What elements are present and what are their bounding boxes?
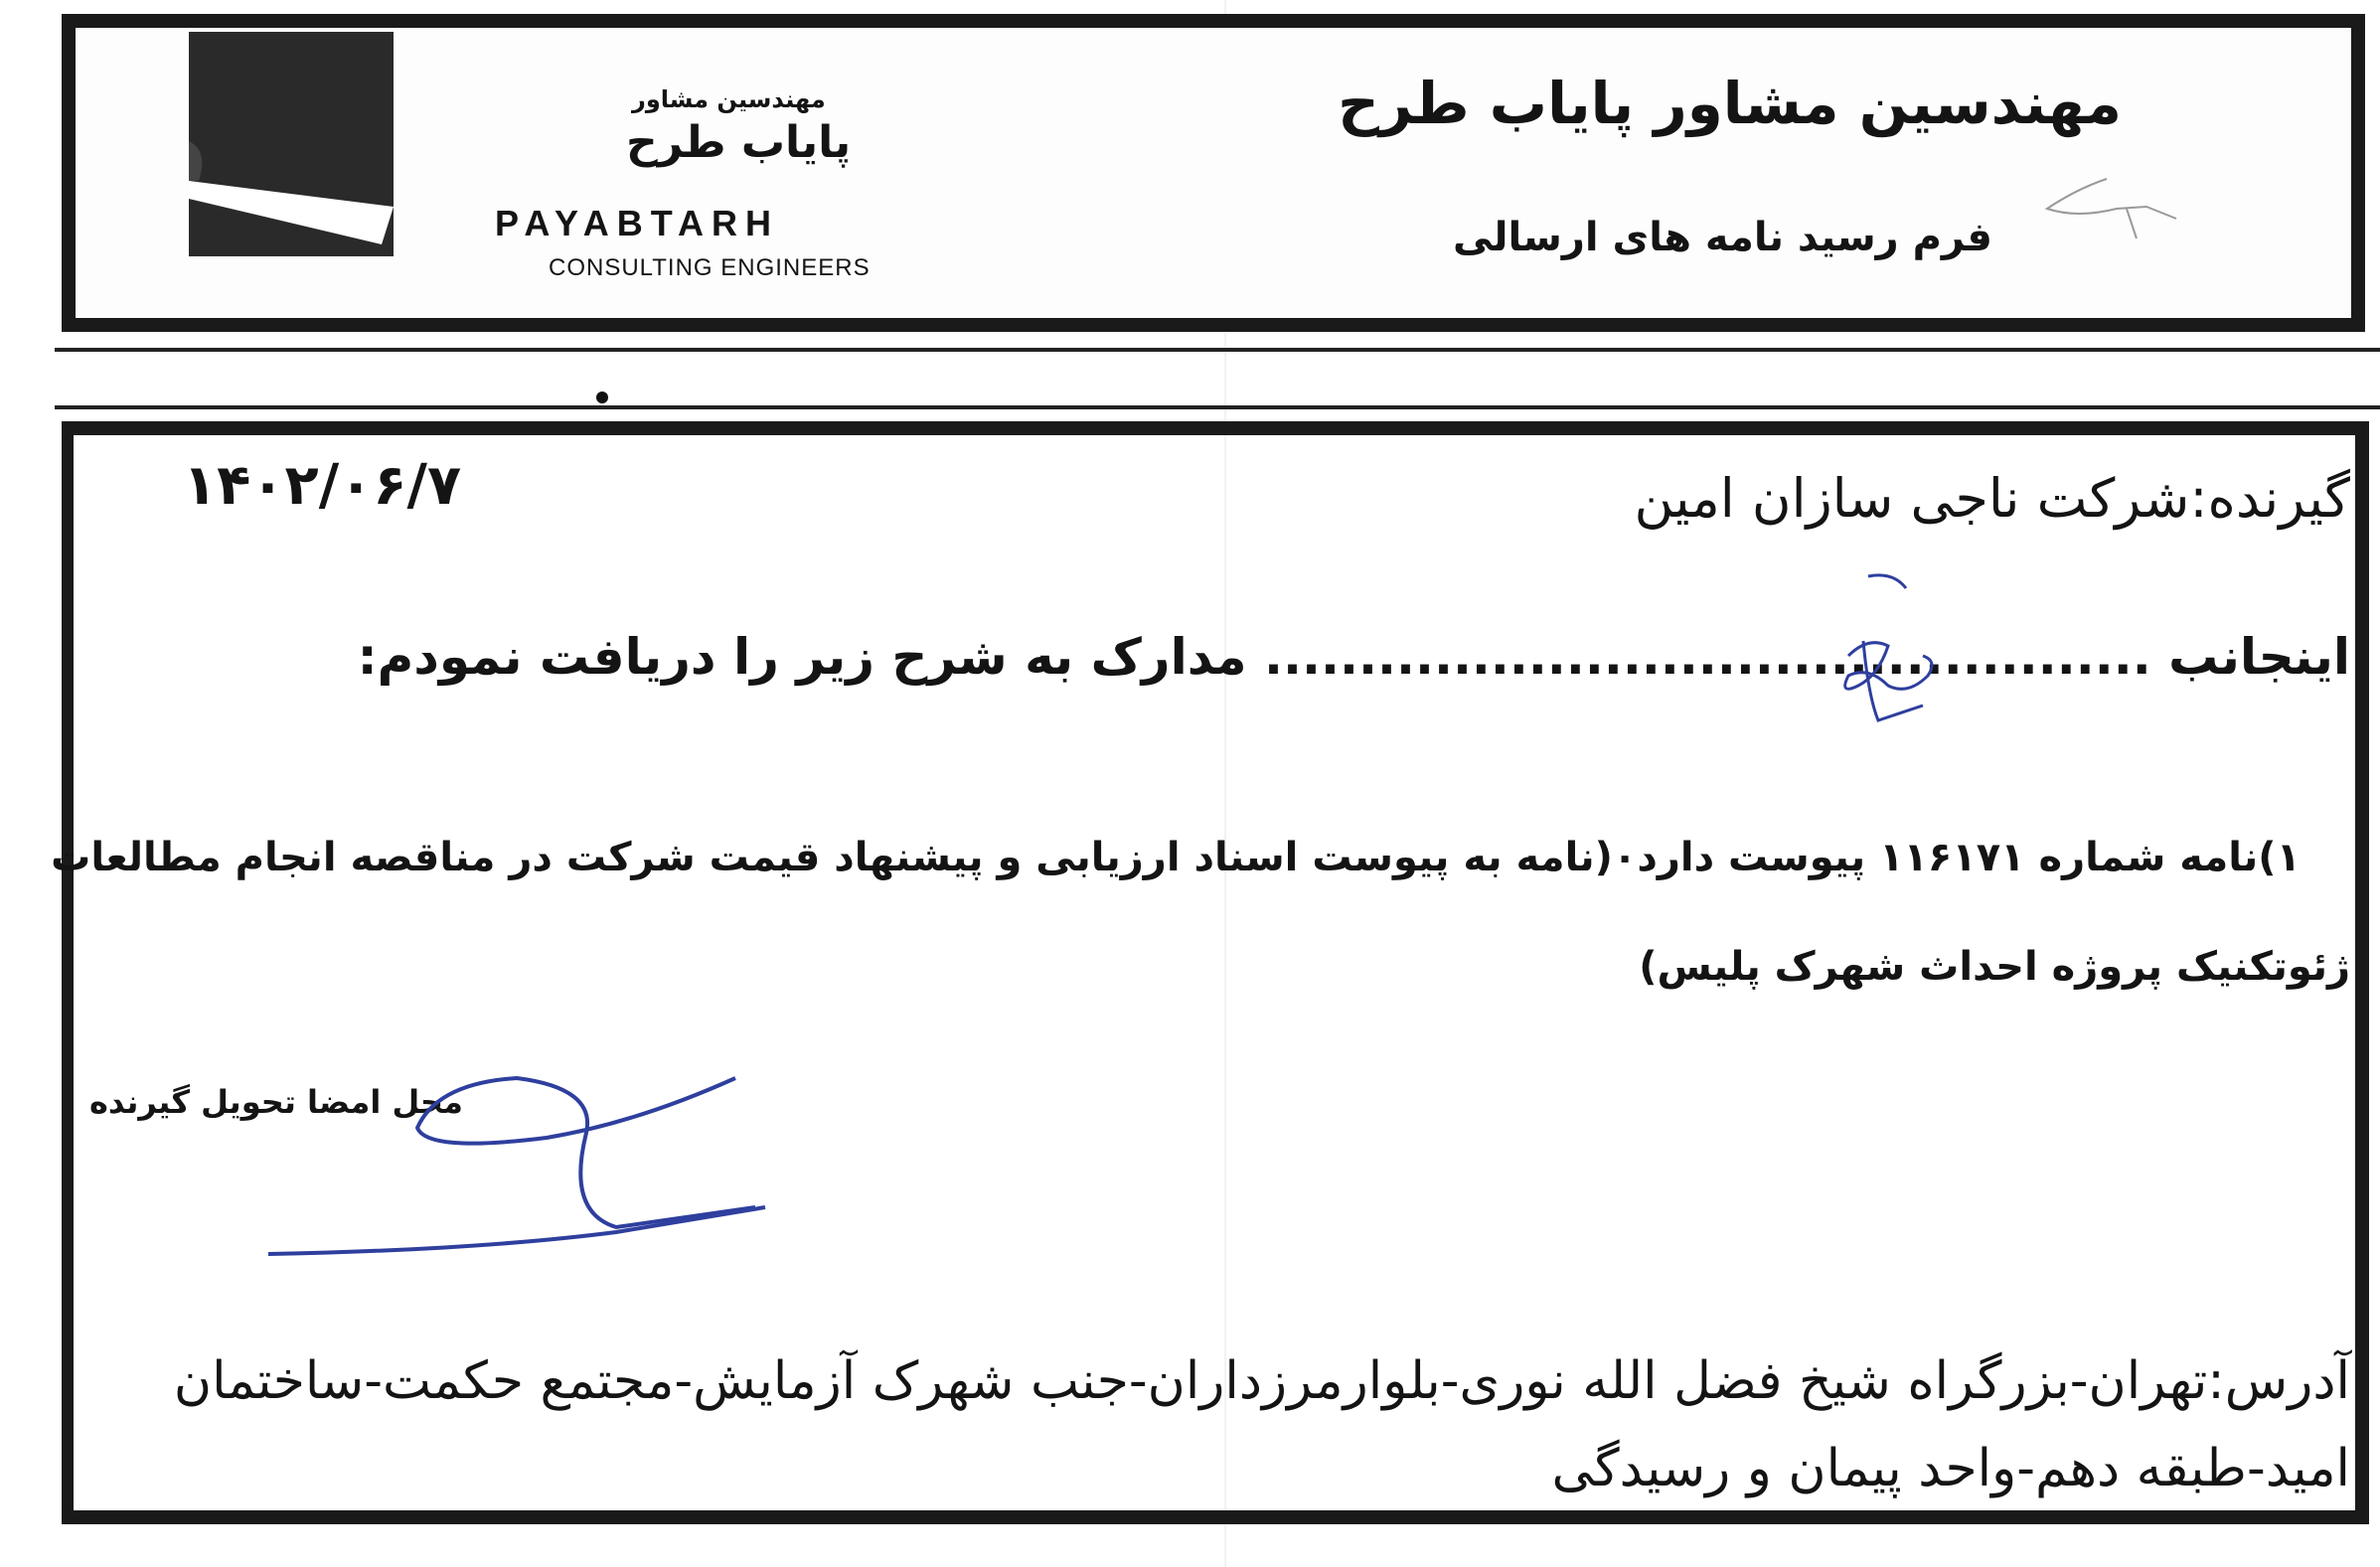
form-title: فرم رسید نامه های ارسالی <box>1453 215 1992 260</box>
signature-label: محل امضا تحویل گیرنده <box>89 1083 463 1121</box>
address-line-1: آدرس:تهران-بزرگراه شیخ فضل الله نوری-بلوارمرزداران-جنب شهرک آزمایش-مجتمع حکمت-ساختمان <box>173 1351 2350 1411</box>
item-line-1: ۱)نامه شماره ۱۱۶۱۷۱ پیوست دارد۰(نامه به پیوست اسناد ارزیابی و پیشنهاد قیمت شرکت در مناقصه انجام مطالعات <box>51 835 2301 880</box>
company-title: مهندسین مشاور پایاب طرح <box>1338 70 2122 137</box>
body-top-divider <box>55 405 2380 409</box>
item-line-2: ژئوتکنیک پروژه احداث شهرک پلیس) <box>1639 944 2350 990</box>
company-logo-icon <box>189 32 394 256</box>
logo-english-subtitle: CONSULTING ENGINEERS <box>549 254 871 281</box>
statement-prefix: اینجانب <box>2168 628 2350 686</box>
statement-blank: ............................................... <box>1264 628 2151 686</box>
logo-persian-name: پایاب طرح <box>626 117 852 168</box>
logo-english-name: PAYABTARH <box>495 203 780 243</box>
header-divider <box>55 348 2380 352</box>
recipient-line: گیرنده:شرکت ناجی سازان امین <box>1634 467 2350 530</box>
address-line-2: امید-طبقه دهم-واحد پیمان و رسیدگی <box>1551 1439 2350 1498</box>
header-box <box>62 14 2365 332</box>
date-field: ۱۴۰۲/۰۶/۷ <box>183 453 462 518</box>
ink-dot <box>596 392 608 403</box>
logo-persian-subtitle: مهندسین مشاور <box>632 85 826 113</box>
pencil-scribble-icon <box>2037 169 2186 248</box>
receipt-statement <box>358 628 2350 686</box>
statement-suffix: مدارک به شرح زیر را دریافت نمودم: <box>357 628 1247 686</box>
